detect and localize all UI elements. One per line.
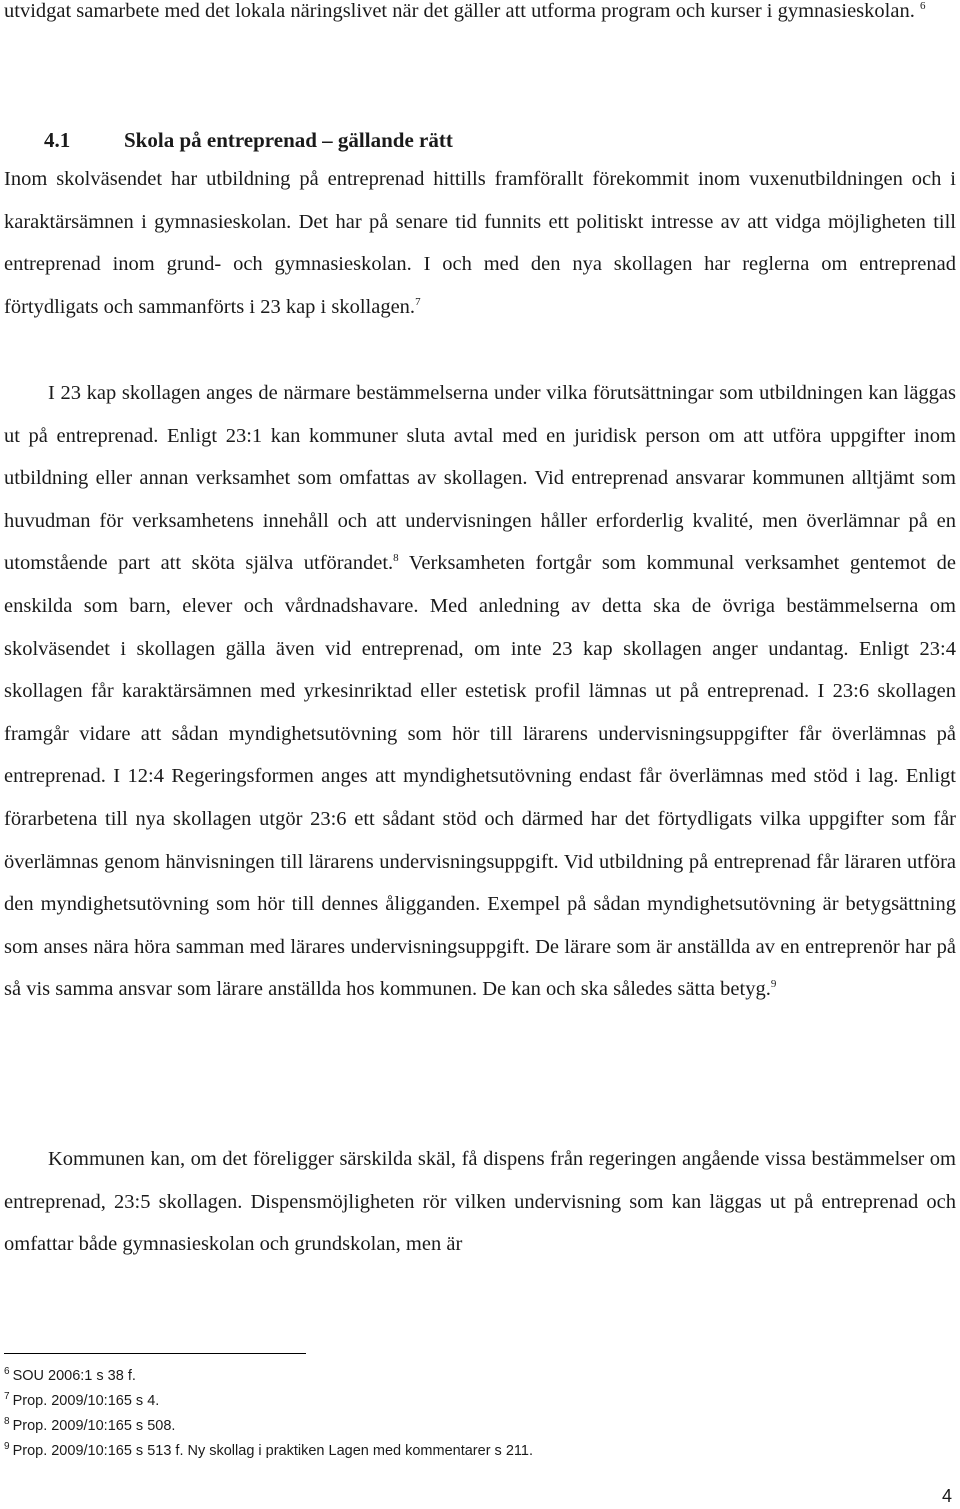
footnote-6 [4,1366,136,1386]
paragraph-1-text: Inom skolväsendet har utbildning på entreprenad hittills framförallt förekommit inom vuxenutbildningen och i karaktärsämnen i gymnasieskolan. Det har på senare tid funnits ett politiskt intresse av att vidga möjligheten till entreprenad inom grund- och gymnasieskolan. I och med den nya skollagen har reglerna om entreprenad förtydligats och sammanförts i 23 kap i skollagen. [4,168,956,318]
paragraph-3 [4,1138,956,1266]
footnote-9-marker: 9 [4,1441,10,1453]
paragraph-3-text: Kommunen kan, om det föreligger särskilda skäl, få dispens från regeringen angående vissa bestämmelser om entreprenad, 23:5 skollagen. Dispensmöjligheten rör vilken undervisning som kan läggas ut på entreprenad och omfattar både gymnasieskolan och grundskolan, men är [4,1148,956,1256]
intro-text: utvidgat samarbete med det lokala näringslivet när det gäller att utforma program och kurser i gymnasieskolan. [4,0,915,22]
paragraph-2 [4,372,956,1011]
footnote-ref-8: 8 [393,552,399,565]
paragraph-1 [4,158,956,328]
section-number: 4.1 [44,128,71,152]
footnote-7-marker: 7 [4,1391,10,1403]
footnote-7 [4,1391,159,1411]
footnote-8-text: Prop. 2009/10:165 s 508. [12,1418,176,1434]
section-heading [44,120,453,160]
paragraph-2-text-a: I 23 kap skollagen anges de närmare bestämmelserna under vilka förutsättningar som utbildningen kan läggas ut på entreprenad. Enligt 23:1 kan kommuner sluta avtal med en juridisk person om att utföra uppgifter inom utbildning eller annan verksamhet som omfattas av skollagen. Vid entreprenad ansvarar kommunen alltjämt som huvudman för verksamhetens innehåll och att undervisningen håller erforderlig kvalité, men överlämnar på en utomstående part att sköta själva utförandet. [4,382,956,575]
footnote-ref-7: 7 [415,295,421,308]
footnote-6-marker: 6 [4,1366,10,1378]
footnote-8-marker: 8 [4,1416,10,1428]
section-title: Skola på entreprenad – gällande rätt [124,128,453,152]
footnote-separator [4,1353,306,1354]
footnote-9-text: Prop. 2009/10:165 s 513 f. Ny skollag i praktiken Lagen med kommentarer s 211. [12,1443,533,1459]
footnote-9 [4,1441,533,1461]
footnote-ref-6: 6 [919,0,926,13]
intro-paragraph [4,0,956,33]
page-number: 4 [941,1486,952,1506]
footnote-6-text: SOU 2006:1 s 38 f. [12,1368,136,1384]
footnote-ref-9: 9 [770,978,777,991]
paragraph-2-text-b: Verksamheten fortgår som kommunal verksamhet gentemot de enskilda som barn, elever och vårdnadshavare. Med anledning av detta ska de övriga bestämmelserna om skolväsendet i skollagen gälla även vid entreprenad, om inte 23 kap skollagen anger undantag. Enligt 23:4 skollagen får karaktärsämnen med yrkesinriktad eller estetisk profil lämnas ut på entreprenad. I 23:6 skollagen framgår vidare att sådan myndighetsutövning som hör till lärarens undervisningsuppgifter får överlämnas på entreprenad. I 12:4 Regeringsformen anges att myndighetsutövning endast får överlämnas med stöd i lag. Enligt förarbetena till nya skollagen utgör 23:6 ett sådant stöd och därmed har det förtydligats vilka uppgifter som får överlämnas genom hänvisningen till lärarens undervisningsuppgift. Vid utbildning på entreprenad får läraren utföra den myndighetsutövning som hör till dennes åligganden. Exempel på sådan myndighetsutövning är betygsättning som anses nära höra samman med lärares undervisningsuppgift. De lärare som är anställda av en entreprenör har på så vis samma ansvar som lärare anställda hos kommunen. De kan och ska således sätta betyg. [4,552,956,1001]
footnote-7-text: Prop. 2009/10:165 s 4. [12,1393,160,1409]
footnote-8 [4,1416,175,1436]
